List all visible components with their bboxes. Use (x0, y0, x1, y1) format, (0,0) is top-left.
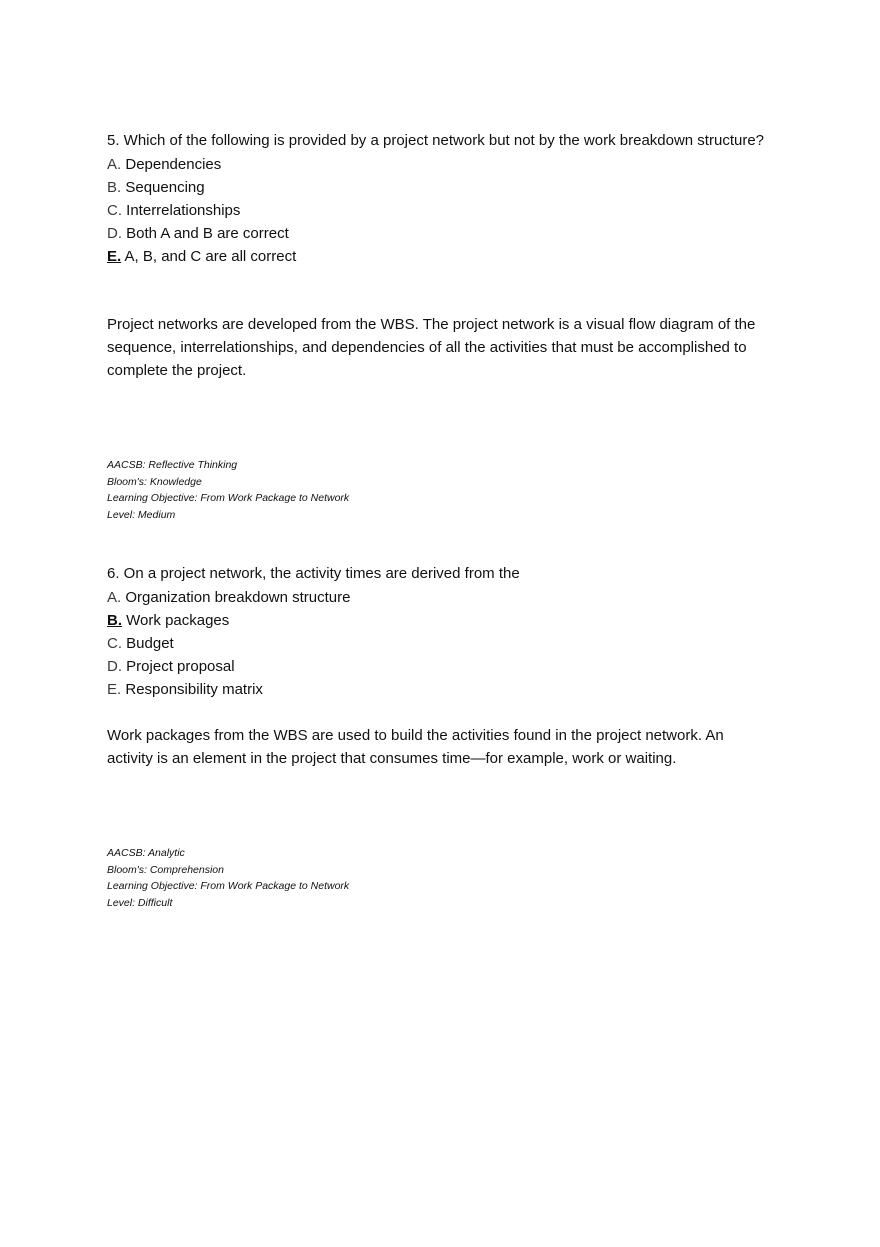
aacsb-tag: AACSB: Analytic (107, 847, 185, 859)
option-text: Interrelationships (126, 202, 241, 219)
option-letter-correct: E. (107, 248, 122, 265)
option-letter: D. (107, 225, 122, 242)
option-letter: C. (107, 202, 122, 219)
explanation-5: Project networks are developed from the WBS. The project network is a visual flow diagram of the sequence, interrelationships, and dependencies of all the activities that must be accomplished to complete the project. (107, 316, 756, 379)
option-text: Budget (126, 635, 174, 652)
option-text: Responsibility matrix (125, 681, 263, 698)
option-text: Both A and B are correct (126, 225, 289, 242)
option-text: Sequencing (125, 179, 205, 196)
learning-objective-tag: Learning Objective: From Work Package to Network (107, 492, 350, 504)
option-b-correct (107, 609, 767, 632)
option-letter-correct: B. (107, 612, 122, 629)
answer-options (107, 586, 767, 701)
option-d (107, 222, 767, 245)
option-text: Dependencies (125, 156, 222, 173)
question-6 (107, 563, 767, 701)
option-d (107, 655, 767, 678)
option-letter: A. (107, 156, 122, 173)
metadata-6 (107, 845, 607, 911)
blooms-tag: Bloom's: Knowledge (107, 475, 202, 488)
question-5 (107, 130, 767, 268)
blooms-tag: Bloom's: Comprehension (107, 863, 224, 876)
aacsb-tag: AACSB: Reflective Thinking (107, 459, 238, 471)
option-letter: C. (107, 635, 122, 652)
option-text: Project proposal (126, 658, 235, 675)
option-text: Work packages (126, 612, 230, 629)
option-letter: D. (107, 658, 122, 675)
level-tag: Level: Medium (107, 508, 176, 521)
option-text: Organization breakdown structure (125, 589, 351, 606)
metadata-5 (107, 457, 607, 523)
option-text: A, B, and C are all correct (124, 248, 297, 265)
option-b (107, 176, 767, 199)
question-text: 5. Which of the following is provided by a project network but not by the work breakdown structure? (107, 132, 765, 149)
option-e (107, 678, 767, 701)
option-letter: A. (107, 589, 122, 606)
learning-objective-tag: Learning Objective: From Work Package to Network (107, 880, 350, 892)
level-tag: Level: Difficult (107, 896, 173, 909)
answer-options (107, 153, 767, 268)
option-c (107, 199, 767, 222)
option-a (107, 153, 767, 176)
option-e-correct (107, 245, 767, 268)
explanation-6: Work packages from the WBS are used to build the activities found in the project network. An activity is an element in the project that consumes time—for example, work or waiting. (107, 727, 724, 767)
option-letter: E. (107, 681, 122, 698)
option-letter: B. (107, 179, 122, 196)
option-a (107, 586, 767, 609)
option-c (107, 632, 767, 655)
question-text: 6. On a project network, the activity times are derived from the (107, 565, 520, 582)
